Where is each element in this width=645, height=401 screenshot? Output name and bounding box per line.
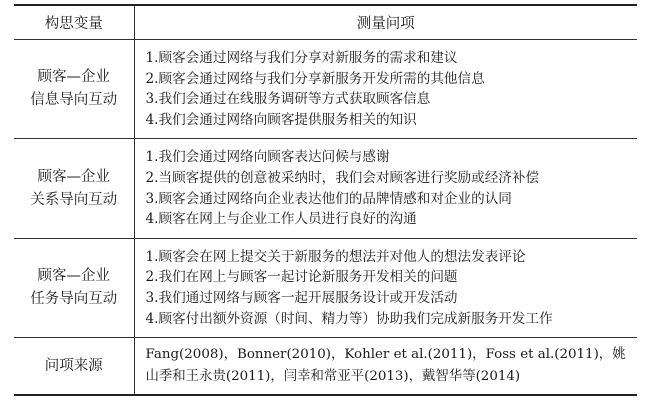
item-list bbox=[134, 139, 637, 238]
construct-name-line: 顾客—企业 bbox=[37, 168, 110, 185]
section-relationship bbox=[14, 139, 637, 238]
construct-name-line: 顾客—企业 bbox=[37, 267, 110, 284]
header-construct: 构思变量 bbox=[14, 5, 134, 40]
item: 4.顾客付出额外资源（时间、精力等）协助我们完成新服务开发工作 bbox=[145, 310, 553, 327]
source-row bbox=[14, 338, 637, 396]
item: 4.我们会通过网络向顾客提供服务相关的知识 bbox=[145, 111, 417, 128]
header-row bbox=[14, 5, 637, 40]
construct-name bbox=[14, 139, 134, 238]
header-items: 测量问项 bbox=[134, 5, 637, 40]
source-text: Fang(2008)，Bonner(2010)，Kohler et al.(2011)，Foss et al.(2011)，姚山季和王永贵(2011)，闫幸和常亚平(2013)，戴智华等(2014) bbox=[145, 347, 626, 385]
section-information bbox=[14, 40, 637, 139]
item-list bbox=[134, 238, 637, 337]
item: 2.当顾客提供的创意被采纳时，我们会对顾客进行奖励或经济补偿 bbox=[145, 169, 540, 186]
item: 4.顾客在网上与企业工作人员进行良好的沟通 bbox=[145, 211, 417, 228]
item-list bbox=[134, 40, 637, 139]
item: 3.我们会通过在线服务调研等方式获取顾客信息 bbox=[145, 91, 431, 108]
item: 1.我们会通过网络向顾客表达问候与感谢 bbox=[145, 149, 390, 166]
item: 2.顾客会通过网络与我们分享新服务开发所需的其他信息 bbox=[145, 70, 485, 87]
item: 2.我们在网上与顾客一起讨论新服务开发相关的问题 bbox=[145, 269, 458, 286]
construct-name-line: 顾客—企业 bbox=[37, 69, 110, 86]
item: 1.顾客会在网上提交关于新服务的想法并对他人的想法发表评论 bbox=[145, 248, 526, 265]
construct-name-line: 信息导向互动 bbox=[30, 92, 118, 109]
source-label: 问项来源 bbox=[14, 338, 134, 396]
item: 3.顾客会通过网络向企业表达他们的品牌情感和对企业的认同 bbox=[145, 190, 512, 207]
construct-name-line: 任务导向互动 bbox=[30, 290, 118, 307]
item: 1.顾客会通过网络与我们分享对新服务的需求和建议 bbox=[145, 50, 458, 66]
measurement-table bbox=[14, 4, 637, 396]
construct-name-line: 关系导向互动 bbox=[30, 191, 118, 208]
section-task bbox=[14, 238, 637, 337]
construct-name bbox=[14, 238, 134, 337]
item: 3.我们通过网络与顾客一起开展服务设计或开发活动 bbox=[145, 289, 458, 306]
construct-name bbox=[14, 40, 134, 139]
